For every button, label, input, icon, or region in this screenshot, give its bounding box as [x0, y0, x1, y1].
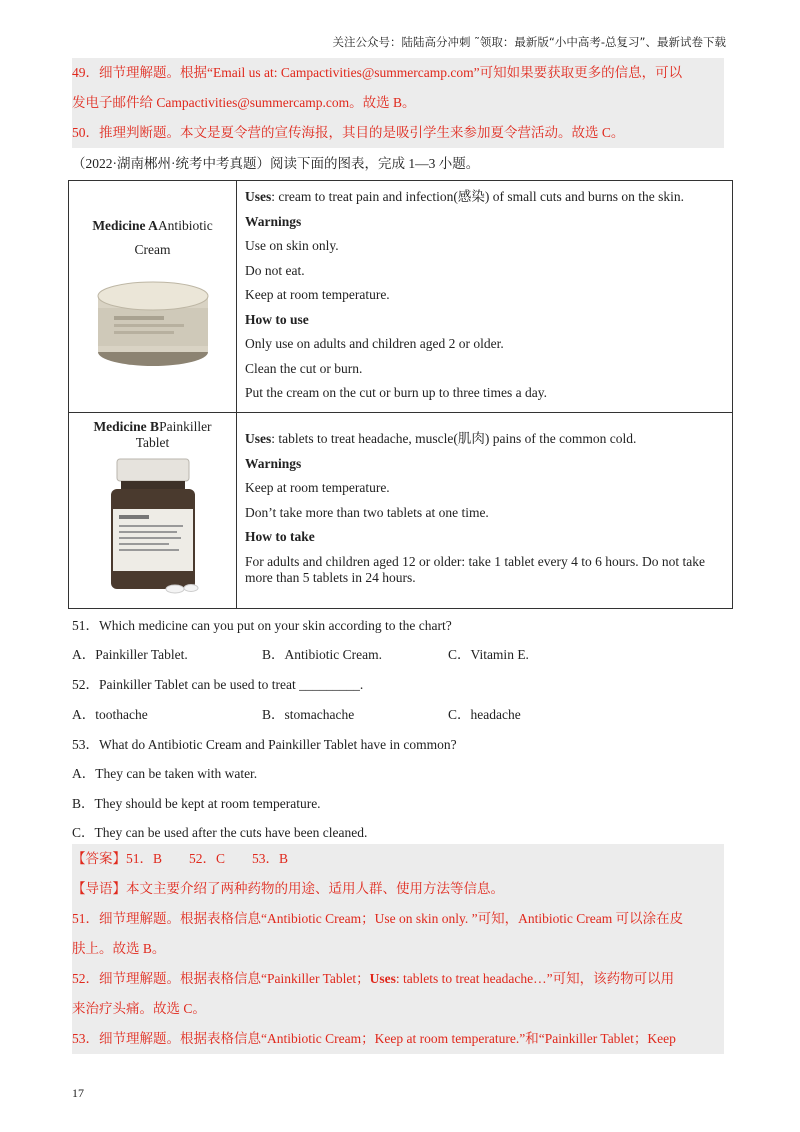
- answer-line: 肤上。故选 B。: [72, 941, 166, 956]
- answer-line: 52．细节理解题。根据表格信息“Painkiller Tablet；Uses: tablets to treat headache…”可知，该药物可以用: [72, 971, 675, 986]
- answer-intro: 【导语】本文主要介绍了两种药物的用途、适用人群、使用方法等信息。: [72, 881, 504, 896]
- option-b: B．They should be kept at room temperature.: [72, 796, 321, 811]
- warnings-heading: Warnings: [245, 213, 302, 229]
- option-b: B．stomachache: [262, 707, 355, 722]
- medicine-a-title: Medicine AAntibiotic Cream: [92, 218, 213, 257]
- warning-item: Keep at room temperature.: [245, 287, 390, 302]
- option-a: A．Painkiller Tablet.: [72, 647, 188, 662]
- page-number: 17: [72, 1086, 84, 1100]
- medicine-a-info: [237, 181, 733, 413]
- howto-item: Put the cream on the cut or burn up to three times a day.: [245, 385, 548, 400]
- answer-line: 来治疗头痛。故选 C。: [72, 1001, 206, 1016]
- howto-item: Clean the cut or burn.: [245, 360, 363, 376]
- medicine-b-info: [237, 413, 733, 609]
- warning-item: Keep at room temperature.: [245, 480, 390, 495]
- tablet-bottle-image: [103, 457, 203, 595]
- option-c: C．They can be used after the cuts have been cleaned.: [72, 825, 368, 840]
- answer-line: 49．细节理解题。根据“Email us at: Campactivities@summercamp.com”可知如果要获取更多的信息，可以: [72, 65, 683, 80]
- question-52: 52．Painkiller Tablet can be used to treat _________.: [72, 677, 364, 692]
- option-b: B．Antibiotic Cream.: [262, 647, 382, 662]
- answer-explanation: [72, 844, 724, 1054]
- uses-line: Uses: tablets to treat headache, muscle(肌肉) pains of the common cold.: [245, 431, 637, 446]
- uses-line: Uses: cream to treat pain and infection(感染) of small cuts and burns on the skin.: [245, 189, 685, 204]
- page-header: 关注公众号：陆陆高分冲刺 ˜领取：最新版“小中高考-总复习”、最新试卷下载: [332, 35, 726, 49]
- answer-line: 53．细节理解题。根据表格信息“Antibiotic Cream；Keep at room temperature.”和“Painkiller Tablet；Keep: [72, 1031, 676, 1046]
- howto-heading: How to take: [245, 529, 315, 544]
- howto-heading: How to use: [245, 311, 309, 327]
- medicine-table: [68, 180, 733, 609]
- warning-item: Don’t take more than two tablets at one time.: [245, 504, 489, 520]
- warnings-heading: Warnings: [245, 455, 302, 471]
- warning-item: Do not eat.: [245, 262, 305, 278]
- answer-line: 51．细节理解题。根据表格信息“Antibiotic Cream；Use on skin only. ”可知，Antibiotic Cream 可以涂在皮: [72, 911, 684, 926]
- cream-jar-image: [94, 278, 212, 370]
- howto-item: Only use on adults and children aged 2 or older.: [245, 336, 504, 351]
- option-c: C．headache: [448, 707, 521, 722]
- answer-key: 【答案】51．B 52．C 53．B: [72, 851, 289, 866]
- medicine-a-cell: [69, 181, 237, 413]
- question-53: 53．What do Antibiotic Cream and Painkiller Tablet have in common?: [72, 737, 457, 752]
- howto-text: For adults and children aged 12 or older: take 1 tablet every 4 to 6 hours. Do not take more than 5 tablets in 24 hours.: [245, 553, 706, 585]
- option-a: A．toothache: [72, 707, 148, 722]
- answer-line: 发电子邮件给 Campactivities@summercamp.com。故选 B。: [72, 95, 416, 110]
- medicine-b-title: Medicine BPainkiller Tablet: [93, 419, 212, 450]
- warning-item: Use on skin only.: [245, 238, 339, 253]
- option-a: A．They can be taken with water.: [72, 766, 258, 781]
- previous-answers: [72, 58, 724, 148]
- question-51: 51．Which medicine can you put on your skin according to the chart?: [72, 618, 452, 633]
- reading-intro: （2022·湖南郴州·统考中考真题）阅读下面的图表，完成 1—3 小题。: [72, 156, 480, 171]
- medicine-b-cell: [69, 413, 237, 609]
- answer-line: 50．推理判断题。本文是夏令营的宣传海报，其目的是吸引学生来参加夏令营活动。故选 C。: [72, 125, 625, 140]
- option-c: C．Vitamin E.: [448, 647, 529, 662]
